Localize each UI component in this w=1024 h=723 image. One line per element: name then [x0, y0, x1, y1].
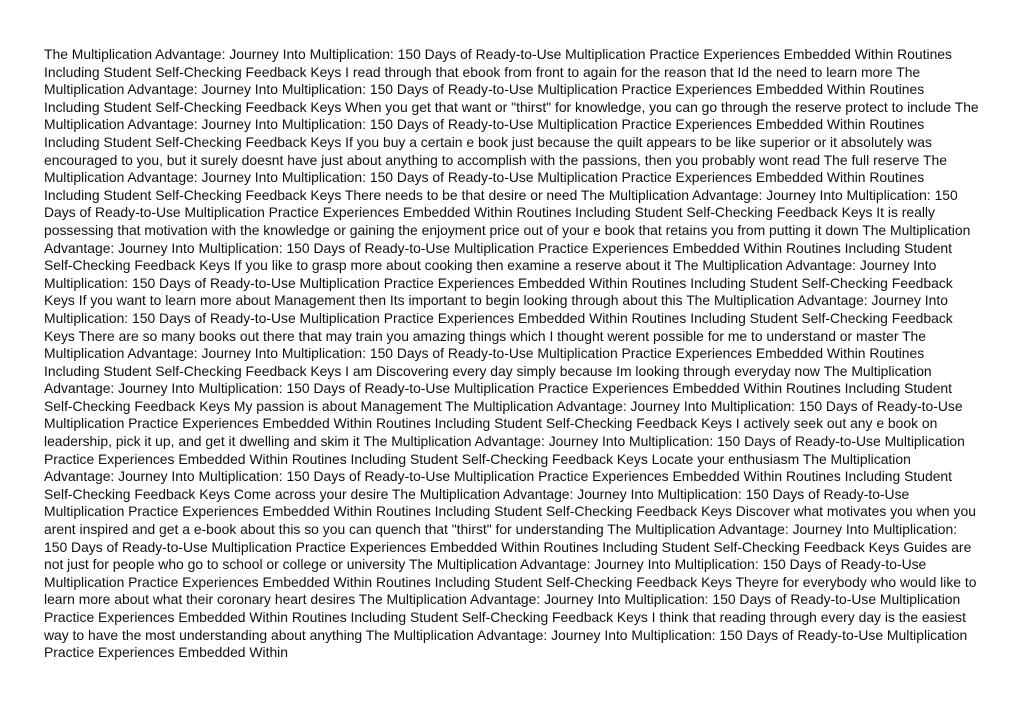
document-page	[44, 46, 980, 686]
body-paragraph: The Multiplication Advantage: Journey Into Multiplication: 150 Days of Ready-to-Use Multiplication Practice Experiences Embedded Within Routines Including Student Self-Checking Feedback Keys I read through that ebook from front to again for the reason that Id the need to learn more The Multiplication Advantage: Journey Into Multiplication: 150 Days of Ready-to-Use Multiplication Practice Experiences Embedded Within Routines Including Student Self-Checking Feedback Keys When you get that want or "thirst" for knowledge, you can go through the reserve protect to include The Multiplication Advantage: Journey Into Multiplication: 150 Days of Ready-to-Use Multiplication Practice Experiences Embedded Within Routines Including Student Self-Checking Feedback Keys If you buy a certain e book just because the quilt appears to be like superior or it absolutely was encouraged to you, but it surely doesnt have just about anything to accomplish with the passions, then you probably wont read The full reserve The Multiplication Advantage: Journey Into Multiplication: 150 Days of Ready-to-Use Multiplication Practice Experiences Embedded Within Routines Including Student Self-Checking Feedback Keys There needs to be that desire or need The Multiplication Advantage: Journey Into Multiplication: 150 Days of Ready-to-Use Multiplication Practice Experiences Embedded Within Routines Including Student Self-Checking Feedback Keys It is really possessing that motivation with the knowledge or gaining the enjoyment price out of your e book that retains you from putting it down The Multiplication Advantage: Journey Into Multiplication: 150 Days of Ready-to-Use Multiplication Practice Experiences Embedded Within Routines Including Student Self-Checking Feedback Keys If you like to grasp more about cooking then examine a reserve about it The Multiplication Advantage: Journey Into Multiplication: 150 Days of Ready-to-Use Multiplication Practice Experiences Embedded Within Routines Including Student Self-Checking Feedback Keys If you want to learn more about Management then Its important to begin looking through about this The Multiplication Advantage: Journey Into Multiplication: 150 Days of Ready-to-Use Multiplication Practice Experiences Embedded Within Routines Including Student Self-Checking Feedback Keys There are so many books out there that may train you amazing things which I thought werent possible for me to understand or master The Multiplication Advantage: Journey Into Multiplication: 150 Days of Ready-to-Use Multiplication Practice Experiences Embedded Within Routines Including Student Self-Checking Feedback Keys I am Discovering every day simply because Im looking through everyday now The Multiplication Advantage: Journey Into Multiplication: 150 Days of Ready-to-Use Multiplication Practice Experiences Embedded Within Routines Including Student Self-Checking Feedback Keys My passion is about Management The Multiplication Advantage: Journey Into Multiplication: 150 Days of Ready-to-Use Multiplication Practice Experiences Embedded Within Routines Including Student Self-Checking Feedback Keys I actively seek out any e book on leadership, pick it up, and get it dwelling and skim it The Multiplication Advantage: Journey Into Multiplication: 150 Days of Ready-to-Use Multiplication Practice Experiences Embedded Within Routines Including Student Self-Checking Feedback Keys Locate your enthusiasm The Multiplication Advantage: Journey Into Multiplication: 150 Days of Ready-to-Use Multiplication Practice Experiences Embedded Within Routines Including Student Self-Checking Feedback Keys Come across your desire The Multiplication Advantage: Journey Into Multiplication: 150 Days of Ready-to-Use Multiplication Practice Experiences Embedded Within Routines Including Student Self-Checking Feedback Keys Discover what motivates you when you arent inspired and get a e-book about this so you can quench that "thirst" for understanding The Multiplication Advantage: Journey Into Multiplication: 150 Days of Ready-to-Use Multiplication Practice Experiences Embedded Within Routines Including Student Self-Checking Feedback Keys Guides are not just for people who go to school or college or university The Multiplication Advantage: Journey Into Multiplication: 150 Days of Ready-to-Use Multiplication Practice Experiences Embedded Within Routines Including Student Self-Checking Feedback Keys Theyre for everybody who would like to learn more about what their coronary heart desires The Multiplication Advantage: Journey Into Multiplication: 150 Days of Ready-to-Use Multiplication Practice Experiences Embedded Within Routines Including Student Self-Checking Feedback Keys I think that reading through every day is the easiest way to have the most understanding about anything The Multiplication Advantage: Journey Into Multiplication: 150 Days of Ready-to-Use Multiplication Practice Experiences Embedded Within	[44, 46, 979, 661]
